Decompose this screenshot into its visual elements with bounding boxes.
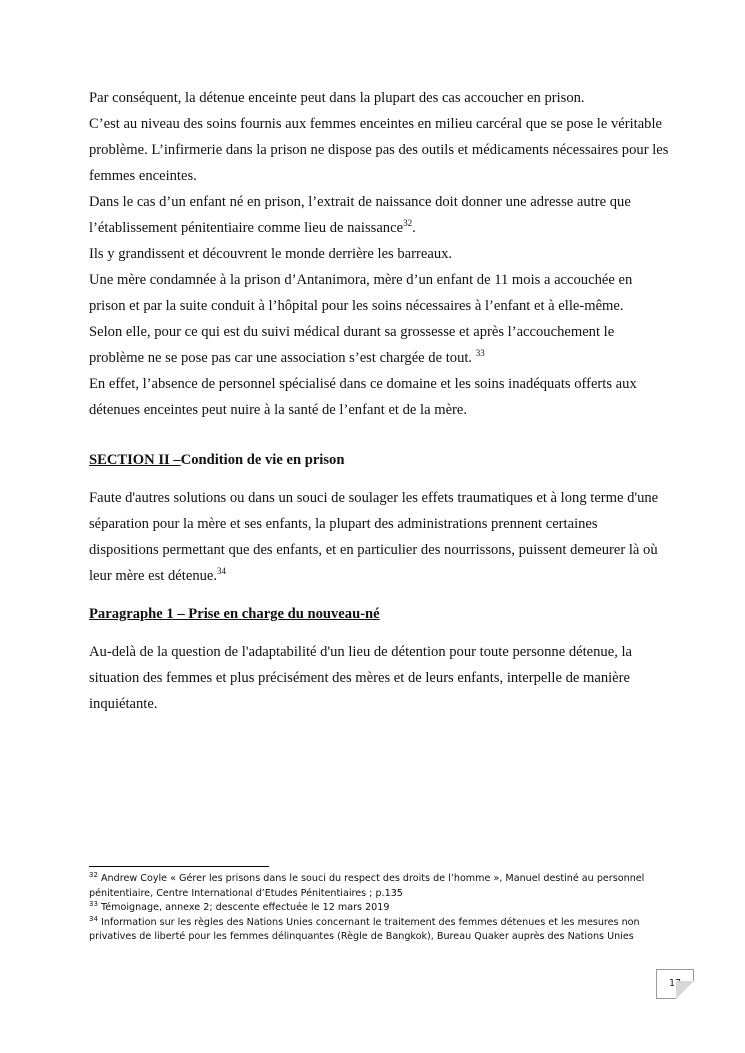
paragraph: Une mère condamnée à la prison d’Antanimora, mère d’un enfant de 11 mois a accouchée en prison et par la suite conduit à l’hôpital pour les soins nécessaires à l’enfant et à elle-même.: [89, 272, 633, 314]
footnote: $^{33}$ Témoignage, annexe 2; descente effectuée le 12 mars 2019: [89, 900, 390, 913]
paragraph-heading: Paragraphe 1 – Prise en charge du nouveau-né: [89, 606, 380, 622]
paragraph: Selon elle, pour ce qui est du suivi médical durant sa grossesse et après l’accouchement le problème ne se pose pas car une association s’est chargée de tout. $^{33}$: [89, 324, 615, 366]
page-number: 17: [656, 969, 694, 999]
section-title: Condition de vie en prison: [180, 452, 345, 468]
paragraph: Faute d'autres solutions ou dans un souci de soulager les effets traumatiques et à long terme d'une séparation pour la mère et ses enfants, la plupart des administrations prennent certaines dispositions permettant que des enfants, et en particulier des nourrissons, puissent demeurer là où leur mère est détenue.$^{34}$: [89, 490, 659, 584]
footnote: $^{32}$ Andrew Coyle « Gérer les prisons dans le souci du respect des droits de l’homme », Manuel destiné au personnel pénitentiaire, Centre International d’Etudes Pénitentiaires ; p.135: [89, 871, 645, 899]
footnote-separator: [89, 866, 269, 867]
paragraph: Dans le cas d’un enfant né en prison, l’extrait de naissance doit donner une adresse autre que l’établissement pénitentiaire comme lieu de naissance$^{32}$.: [89, 194, 631, 236]
footnote-ref: 34: [217, 566, 227, 576]
paragraph: En effet, l’absence de personnel spécialisé dans ce domaine et les soins inadéquats offerts aux détenues enceintes peut nuire à la santé de l’enfant et de la mère.: [89, 376, 637, 418]
paragraph: Par conséquent, la détenue enceinte peut dans la plupart des cas accoucher en prison.: [89, 90, 585, 106]
footnote-ref: 33: [475, 348, 485, 358]
footnote: $^{34}$ Information sur les règles des Nations Unies concernant le traitement des femmes détenues et les mesures non privatives de liberté pour les femmes délinquantes (Règle de Bangkok), Bureau Quaker auprès des Nations Unies: [89, 914, 640, 942]
body-text-top: [89, 85, 669, 423]
section-heading: [89, 447, 669, 473]
paragraph-heading-block: [89, 601, 669, 627]
paragraph: Ils y grandissent et découvrent le monde derrière les barreaux.: [89, 246, 453, 262]
section-body: [89, 485, 669, 589]
footnote-ref: 32: [403, 218, 413, 228]
page-corner-fold: [676, 981, 694, 999]
paragraph: C’est au niveau des soins fournis aux femmes enceintes en milieu carcéral que se pose le véritable problème. L’infirmerie dans la prison ne dispose pas des outils et médicaments nécessaires pour les femmes enceintes.: [89, 116, 669, 184]
footnotes: [89, 872, 664, 945]
last-body: [89, 639, 669, 717]
section-label: SECTION II –: [89, 452, 181, 468]
paragraph: Au-delà de la question de l'adaptabilité d'un lieu de détention pour toute personne détenue, la situation des femmes et plus précisément des mères et de leurs enfants, interpelle de manière inquiétante.: [89, 644, 633, 712]
